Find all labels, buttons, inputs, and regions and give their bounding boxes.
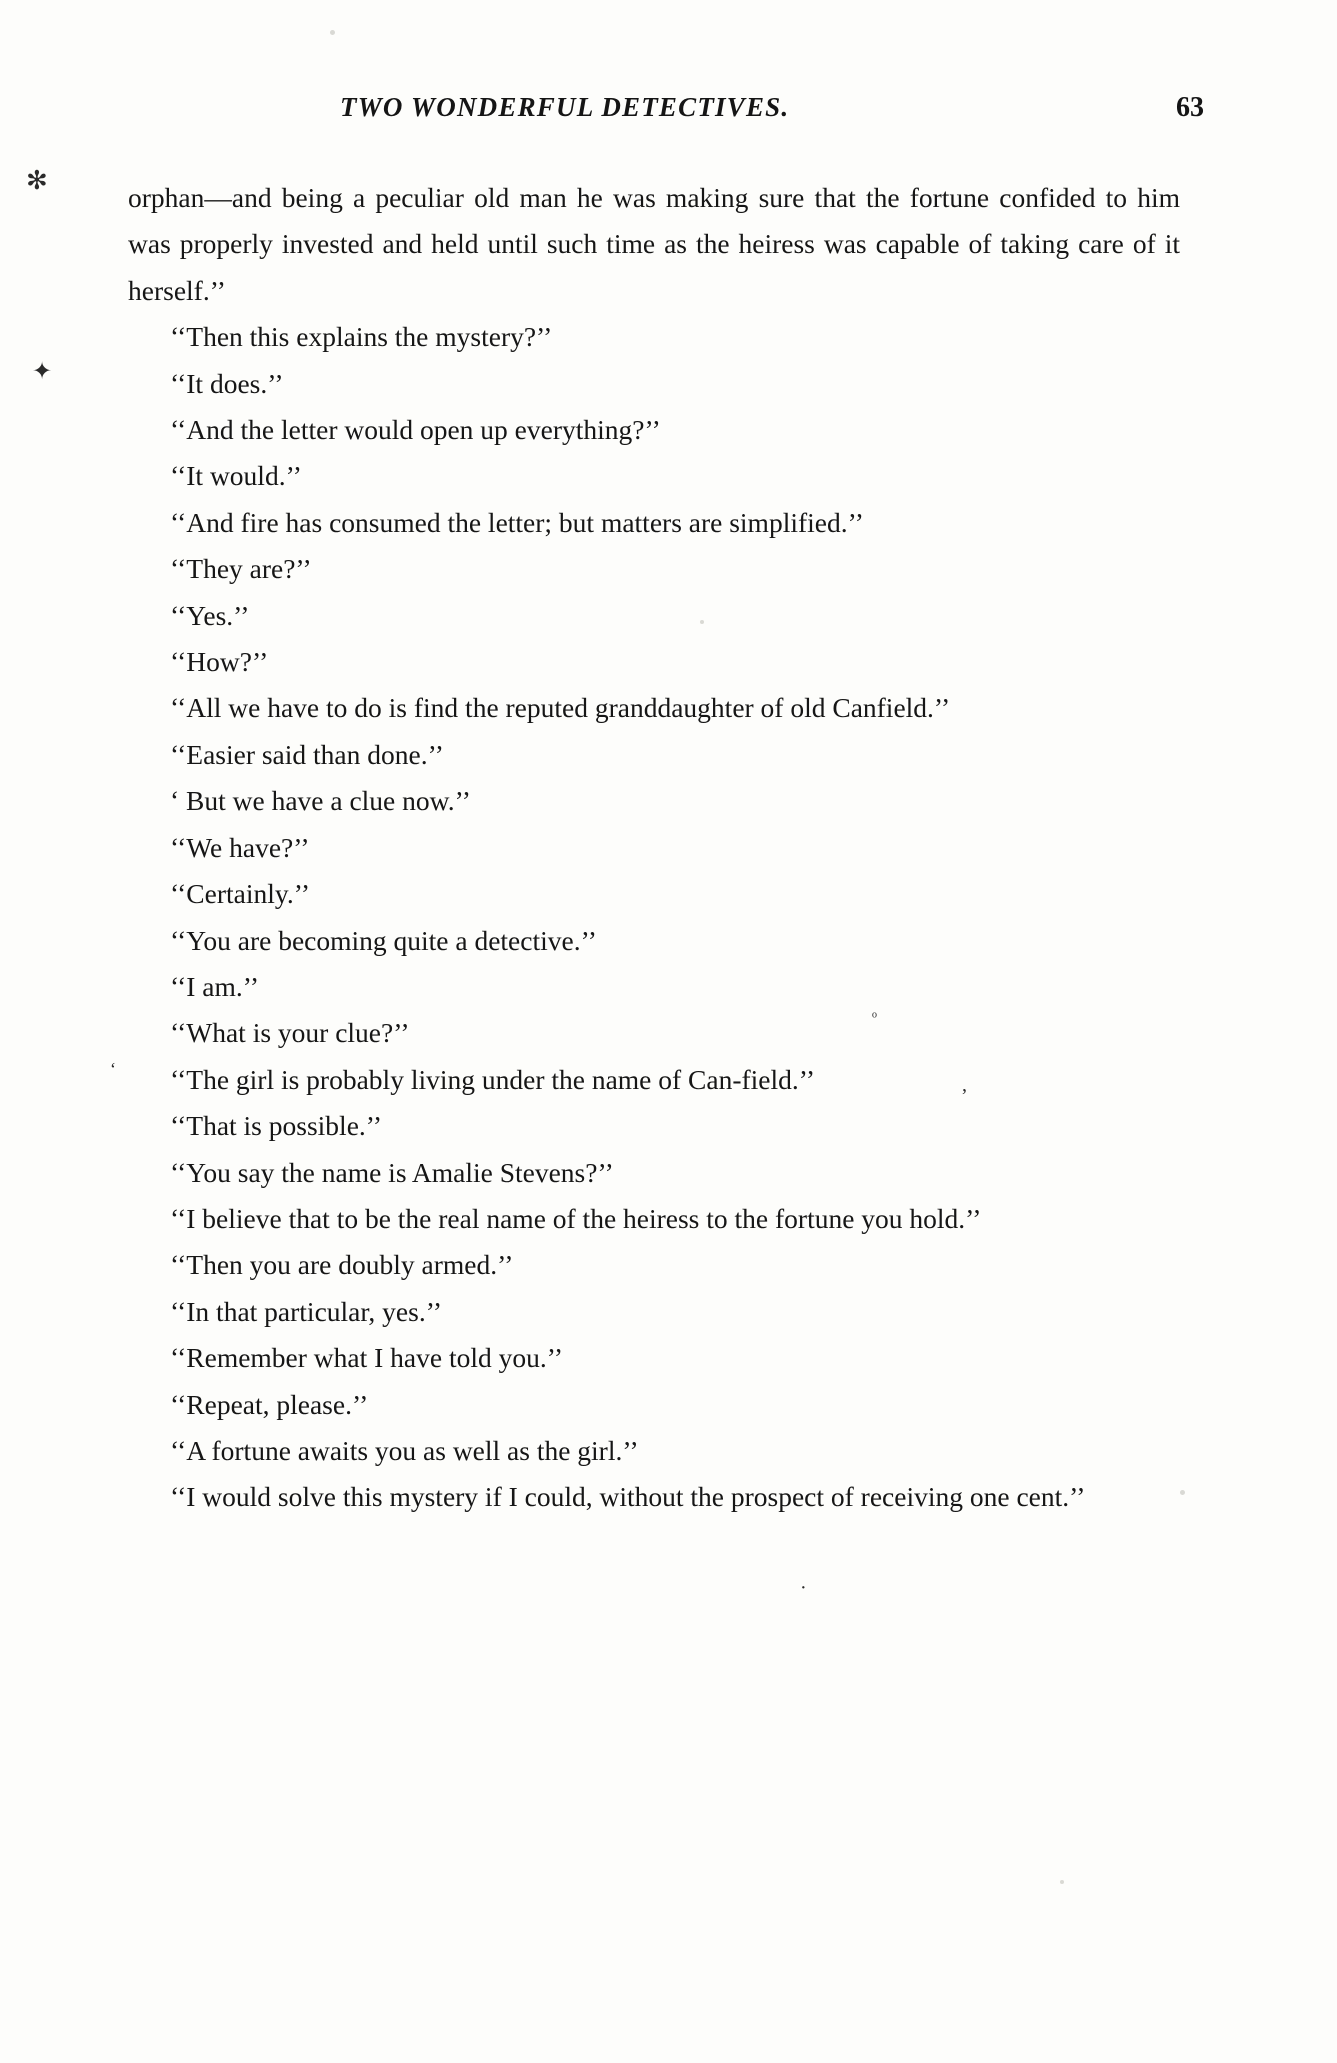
margin-mark-icon: ᵒ <box>872 1007 877 1026</box>
page-header <box>130 92 1220 124</box>
paper-speck <box>330 30 335 35</box>
paragraph: ‘‘All we have to do is find the reputed granddaughter of old Canfield.’’ <box>170 692 951 724</box>
paragraph: ‘‘I believe that to be the real name of the heiress to the fortune you hold.’’ <box>170 1202 982 1234</box>
paragraph: ‘‘They are?’’ <box>170 553 312 585</box>
paragraph: ‘‘It would.’’ <box>170 460 302 492</box>
page-number: 63 <box>1176 92 1204 123</box>
margin-mark-icon: ✦ <box>32 359 53 385</box>
margin-mark-icon: · <box>800 1577 807 1599</box>
paragraph: ‘‘You are becoming quite a detective.’’ <box>170 924 597 956</box>
margin-mark-icon: , <box>962 1074 967 1096</box>
paragraph: ‘‘I would solve this mystery if I could, without the prospect of receiving one cent.’’ <box>170 1481 1086 1513</box>
body-text <box>128 175 1180 1521</box>
paragraph: ‘‘It does.’’ <box>170 367 284 399</box>
paragraph: ‘‘And fire has consumed the letter; but matters are simplified.’’ <box>170 506 864 538</box>
paragraph: orphan—and being a peculiar old man he was making sure that the fortune confided to him was properly invested and held until such time as the heiress was capable of taking care of it herself.’’ <box>128 182 1180 306</box>
paragraph: ‘‘You say the name is Amalie Stevens?’’ <box>170 1156 614 1188</box>
margin-mark-icon: ✻ <box>26 166 48 195</box>
paper-speck <box>1180 1490 1185 1495</box>
running-title: TWO WONDERFUL DETECTIVES. <box>340 92 790 122</box>
paragraph: ‘ But we have a clue now.’’ <box>170 785 471 817</box>
paragraph: ‘‘Easier said than done.’’ <box>170 738 444 770</box>
paragraph: ‘‘How?’’ <box>170 646 269 678</box>
paragraph: ‘‘Yes.’’ <box>170 599 250 631</box>
paragraph: ‘‘Then you are doubly armed.’’ <box>170 1249 514 1281</box>
paragraph: ‘‘We have?’’ <box>170 831 310 863</box>
paragraph: ‘‘Certainly.’’ <box>170 878 310 910</box>
paper-speck <box>700 620 704 624</box>
paragraph: ‘‘I am.’’ <box>170 970 260 1002</box>
paragraph: ‘‘Repeat, please.’’ <box>170 1388 369 1420</box>
paragraph: ‘‘The girl is probably living under the name of Can-field.’’ <box>170 1063 816 1095</box>
paragraph: ‘‘That is possible.’’ <box>170 1110 383 1142</box>
paragraph: ‘‘And the letter would open up everything?’’ <box>170 414 661 446</box>
paragraph: ‘‘What is your clue?’’ <box>170 1017 410 1049</box>
paper-speck <box>1060 1880 1064 1884</box>
paragraph: ‘‘Remember what I have told you.’’ <box>170 1342 564 1374</box>
paragraph: ‘‘A fortune awaits you as well as the girl.’’ <box>170 1434 639 1466</box>
paragraph: ‘‘In that particular, yes.’’ <box>170 1295 442 1327</box>
paragraph: ‘‘Then this explains the mystery?’’ <box>170 321 553 353</box>
margin-mark-icon: ‘ <box>110 1059 116 1079</box>
